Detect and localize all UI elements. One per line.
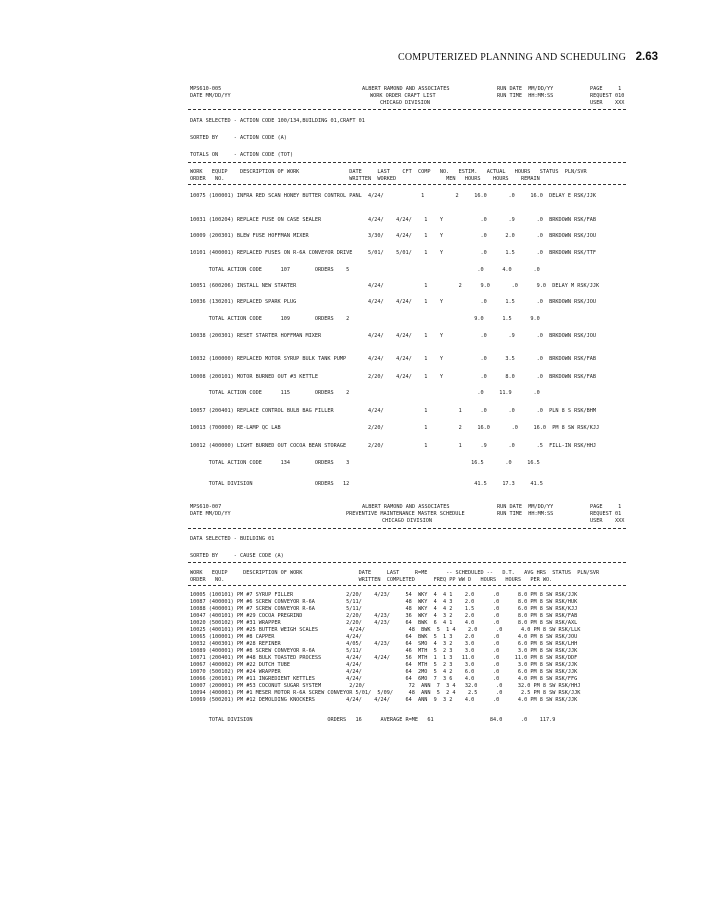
- report1-subtotal-line: TOTAL ACTION CODE 109 ORDERS 2 9.0 1.5 9.0: [190, 316, 540, 322]
- page-number: 2.63: [635, 51, 658, 63]
- report1-sorted-by: SORTED BY - ACTION CODE (A): [190, 135, 287, 141]
- report1-line: 10032 (100000) REPLACED MOTOR SYRUP BULK TANK PUMP 4/24/ 4/24/ 1 Y .0 3.5 .0 BRKDOWN RSK/FAB: [190, 356, 597, 362]
- report1-rule-top: [188, 109, 626, 110]
- report2-rule-top: [188, 528, 626, 529]
- report2-line: 10094 (400001) PM #1 MESER MOTOR R-6A SCREW CONVEYOR 5/01/ 5/09/ 48 ANN 5 2 4 2.5 .0 2.5 PM 8 SW RSK/JJK: [190, 690, 581, 696]
- report1-line: 10008 (200101) MOTOR BURNED OUT #3 KETTLE 2/20/ 4/24/ 1 Y .0 8.0 .0 BRKDOWN RSK/FAB: [190, 374, 597, 380]
- report1-column-header-1: WORK EQUIP DESCRIPTION OF WORK DATE LAST CFT COMP NO. ESTIM. ACTUAL HOURS STATUS PLN/SVR: [190, 169, 587, 175]
- report1-company: ALBERT RAMOND AND ASSOCIATES: [362, 86, 450, 92]
- report2-data-selected: DATA SELECTED - BUILDING 01: [190, 536, 275, 542]
- report2-column-header-1: WORK EQUIP DESCRIPTION OF WORK DATE LAST R=ME -- SCHEDULED -- D.T. AVG HRS STATUS PLN/SVR: [190, 570, 600, 576]
- report1-division-total: TOTAL DIVISION ORDERS 12 41.5 17.3 41.5: [190, 481, 543, 487]
- report1-line: 10101 (400001) REPLACED FUSES ON R-6A CONVEYOR DRIVE 5/01/ 5/01/ 1 Y .0 1.5 .0 BRKDOWN RSK/TTF: [190, 250, 597, 256]
- page-header: [0, 52, 718, 68]
- report2-line: 10067 (400002) PM #22 DUTCH TUBE 4/24/ 64 MTH 5 2 3 3.0 .0 3.0 PM 8 SW RSK/JJK: [190, 662, 578, 668]
- report2-sorted-by: SORTED BY - CAUSE CODE (A): [190, 553, 284, 559]
- report2-request: REQUEST 01: [590, 511, 622, 517]
- report1-line: 10009 (200301) BLEW FUSE HOFFMAN MIXER 3/30/ 4/24/ 1 Y .0 2.0 .0 BRKDOWN RSK/JOU: [190, 233, 597, 239]
- report1-line: 10036 (130201) REPLACED SPARK PLUG 4/24/ 4/24/ 1 Y .0 1.5 .0 BRKDOWN RSK/JOU: [190, 299, 597, 305]
- report2-run-date: RUN DATE MM/DD/YY: [497, 504, 554, 510]
- report1-program: MPS610-005: [190, 86, 222, 92]
- report1-date: DATE MM/DD/YY: [190, 93, 231, 99]
- report1-subtotal-line: TOTAL ACTION CODE 134 ORDERS 3 16.5 .0 16.5: [190, 460, 540, 466]
- report2-line: 10020 (500102) PM #31 WRAPPER 2/20/ 4/23/ 64 BWK 6 4 1 4.0 .0 8.0 PM 8 SW RSK/AXL: [190, 620, 578, 626]
- report1-line: 10038 (200301) RESET STARTER HOFFMAN MIXER 4/24/ 4/24/ 1 Y .0 .9 .0 BRKDOWN RSK/JOU: [190, 333, 597, 339]
- report2-line: 10066 (200101) PM #11 INGREDIENT KETTLES 4/24/ 64 6MO 7 3 6 4.0 .0 4.0 PM 8 SW RSK/FFG: [190, 676, 578, 682]
- report2-division-total: TOTAL DIVISION ORDERS 16 AVERAGE R=ME 61 84.0 .0 117.9: [190, 717, 556, 723]
- report2-company: ALBERT RAMOND AND ASSOCIATES: [362, 504, 450, 510]
- report2-line: 10007 (200001) PM #53 COCONUT SUGAR SYSTEM 2/20/ 72 ANN 7 3 4 32.0 .0 32.0 PM 8 SW RSK/HHJ: [190, 683, 581, 689]
- report2-date: DATE MM/DD/YY: [190, 511, 231, 517]
- report2-line: 10005 (100101) PM #7 SYRUP FILLER 2/20/ 4/23/ 54 WKY 4 4 1 2.0 .0 8.0 PM 8 SW RSK/JJK: [190, 592, 578, 598]
- report1-line: 10012 (400000) LIGHT BURNED OUT COCOA BEAN STORAGE 2/20/ 1 1 .9 .0 .5 FILL-IN RSK/HHJ: [190, 443, 597, 449]
- report1-subtotal-line: TOTAL ACTION CODE 107 ORDERS 5 .0 4.0 .0: [190, 267, 540, 273]
- report1-user: USER XXX: [590, 100, 625, 106]
- report2-line: 10088 (400001) PM #7 SCREW CONVEYOR R-6A 5/11/ 48 WKY 4 4 2 1.5 .0 6.0 PM 8 SW RSK/KJJ: [190, 606, 578, 612]
- report2-column-header-2: ORDER NO. WRITTEN COMPLETED FREQ PP WW D HOURS HOURS PER WO.: [190, 577, 553, 583]
- report2-line: 10071 (200401) PM #48 BULK TOASTED PROCESS 4/24/ 4/24/ 56 MTH 1 1 3 11.0 .0 11.0 PM 8 SW RSK/DDF: [190, 655, 578, 661]
- report2-line: 10070 (500102) PM #24 WRAPPER 4/24/ 64 2MO 5 4 2 6.0 .0 6.0 PM 8 SW RSK/JJK: [190, 669, 578, 675]
- report1-line: 10075 (100001) INFRA RED SCAN HONEY BUTTER CONTROL PANL 4/24/ 1 2 16.0 .0 16.0 DELAY E RSK/JJK: [190, 193, 597, 199]
- report1-line: 10013 (700000) RE-LAMP QC LAB 2/20/ 1 2 16.0 .0 16.0 PM 8 SW RSK/KJJ: [190, 425, 600, 431]
- report2-line: 10089 (400001) PM #8 SCREW CONVEYOR R-6A 5/11/ 46 MTH 5 2 3 3.0 .0 3.0 PM 8 SW RSK/JJK: [190, 648, 578, 654]
- report2-line: 10032 (400301) PM #28 REFINER 4/05/ 4/23/ 64 SMO 4 3 2 3.0 .0 6.0 PM 8 SW RSK/LHH: [190, 641, 578, 647]
- report2-rule-header-bottom: [188, 585, 626, 586]
- report2-line: 10087 (400001) PM #6 SCREW CONVEYOR R-6A 5/11/ 48 WKY 4 4 3 2.0 .0 8.0 PM 8 SW RSK/HUK: [190, 599, 578, 605]
- report2-line: 10069 (500201) PM #12 DEMOLDING KNOCKERS 4/24/ 4/24/ 64 ANN 9 3 2 4.0 .0 4.0 PM 8 SW RSK/JJK: [190, 697, 578, 703]
- report2-page-label: PAGE 1: [590, 504, 622, 510]
- report1-run-date: RUN DATE MM/DD/YY: [497, 86, 554, 92]
- report2-rule-cols: [188, 562, 626, 563]
- report1-subtotal-line: TOTAL ACTION CODE 115 ORDERS 2 .0 11.9 .0: [190, 390, 540, 396]
- report1-page-label: PAGE 1: [590, 86, 622, 92]
- report1-column-header-2: ORDER NO. WRITTEN WORKED MEN HOURS HOURS REMAIN: [190, 176, 540, 182]
- page-running-title: COMPUTERIZED PLANNING AND SCHEDULING: [397, 52, 626, 63]
- report1-line: 10057 (200401) REPLACE CONTROL BULB BAG FILLER 4/24/ 1 1 .0 .0 .0 PLN 8 S RSK/BHM: [190, 408, 597, 414]
- report1-totals-on: TOTALS ON - ACTION CODE (TOT): [190, 152, 294, 158]
- report2-line: 10047 (400101) PM #29 COCOA PREGRIND 2/20/ 4/23/ 36 WKY 4 3 2 2.0 .0 8.0 PM 8 SW RSK/FAB: [190, 613, 578, 619]
- report2-line: 10025 (400101) PM #25 BUTTER WEIGH SCALES 4/24/ 48 BWK 5 1 4 2.0 .0 4.0 PM 8 SW RSK/LLK: [190, 627, 581, 633]
- report2-division: CHICAGO DIVISION: [382, 518, 432, 524]
- report1-line: 10051 (600206) INSTALL NEW STARTER 4/24/ 1 2 9.0 .0 9.0 DELAY M RSK/JJK: [190, 283, 600, 289]
- report1-report-name: WORK ORDER CRAFT LIST: [370, 93, 436, 99]
- report1-division: CHICAGO DIVISION: [380, 100, 430, 106]
- report2-run-time: RUN TIME HH:MM:SS: [497, 511, 554, 517]
- report1-line: 10031 (100204) REPLACE FUSE ON CASE SEALER 4/24/ 4/24/ 1 Y .0 .9 .0 BRKDOWN RSK/FAB: [190, 217, 597, 223]
- report2-report-name: PREVENTIVE MAINTENANCE MASTER SCHEDULE: [346, 511, 465, 517]
- report1-request: REQUEST 010: [590, 93, 625, 99]
- report2-line: 10065 (100001) PM #8 CAPPER 4/24/ 64 BWK 5 1 3 2.0 .0 4.0 PM 8 SW RSK/JOU: [190, 634, 578, 640]
- report1-rule-cols: [188, 162, 626, 163]
- report1-run-time: RUN TIME HH:MM:SS: [497, 93, 554, 99]
- report1-rule-header-bottom: [188, 184, 626, 185]
- report2-user: USER XXX: [590, 518, 625, 524]
- report2-program: MPS610-007: [190, 504, 222, 510]
- report1-data-selected: DATA SELECTED - ACTION CODE 100/134,BUILDING 01,CRAFT 01: [190, 118, 365, 124]
